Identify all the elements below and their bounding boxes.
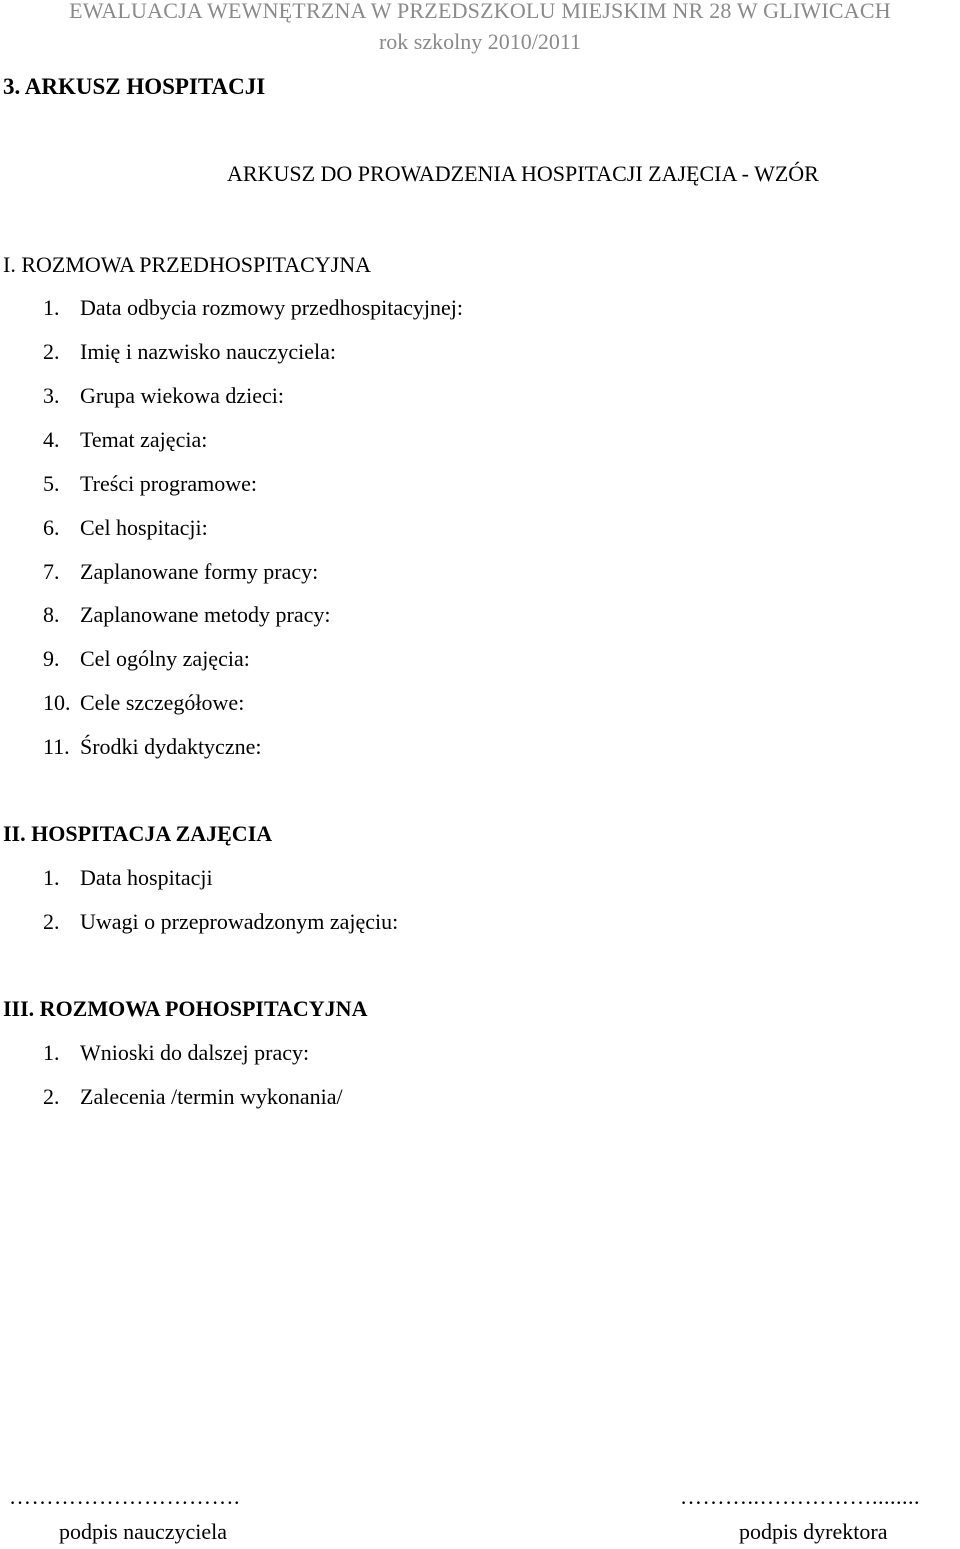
list-item-text: Imię i nazwisko nauczyciela: bbox=[80, 339, 336, 364]
list-item-text: Cele szczegółowe: bbox=[80, 690, 245, 715]
list-item bbox=[43, 427, 207, 453]
list-item-number: 1. bbox=[43, 865, 60, 890]
list-item bbox=[43, 471, 257, 497]
section-heading-post-inspection: III. ROZMOWA POHOSPITACYJNA bbox=[3, 996, 368, 1021]
list-item-number: 6. bbox=[43, 515, 60, 540]
list-item-text: Temat zajęcia: bbox=[80, 427, 208, 452]
list-item-text: Zaplanowane formy pracy: bbox=[80, 559, 319, 584]
list-item-text: Cel ogólny zajęcia: bbox=[80, 646, 250, 671]
list-item-number: 2. bbox=[43, 909, 60, 934]
list-item-number: 4. bbox=[43, 427, 60, 452]
list-item bbox=[43, 646, 250, 672]
list-item-text: Grupa wiekowa dzieci: bbox=[80, 383, 285, 408]
list-item-text: Cel hospitacji: bbox=[80, 515, 208, 540]
list-item bbox=[43, 383, 284, 409]
list-item-text: Zalecenia /termin wykonania/ bbox=[80, 1084, 343, 1109]
list-item-number: 10. bbox=[43, 690, 71, 715]
list-item bbox=[43, 909, 398, 935]
list-item-number: 7. bbox=[43, 559, 60, 584]
list-item bbox=[43, 339, 336, 365]
list-item-text: Treści programowe: bbox=[80, 471, 257, 496]
list-item-text: Zaplanowane metody pracy: bbox=[80, 602, 331, 627]
list-item-number: 5. bbox=[43, 471, 60, 496]
list-item-text: Uwagi o przeprowadzonym zajęciu: bbox=[80, 909, 399, 934]
teacher-signature-label: podpis nauczyciela bbox=[59, 1519, 227, 1544]
list-item bbox=[43, 295, 463, 321]
teacher-signature-line: …………………………. bbox=[9, 1484, 240, 1509]
list-item-text: Środki dydaktyczne: bbox=[80, 734, 262, 759]
list-item bbox=[43, 734, 261, 760]
list-item-text: Wnioski do dalszej pracy: bbox=[80, 1040, 310, 1065]
section-heading-pre-inspection: I. ROZMOWA PRZEDHOSPITACYJNA bbox=[3, 252, 371, 277]
director-signature-label: podpis dyrektora bbox=[739, 1519, 888, 1544]
list-item bbox=[43, 1084, 343, 1110]
list-item-number: 2. bbox=[43, 339, 60, 364]
list-item-number: 1. bbox=[43, 295, 60, 320]
school-year: rok szkolny 2010/2011 bbox=[378, 29, 582, 54]
list-item bbox=[43, 602, 330, 628]
list-item-number: 3. bbox=[43, 383, 60, 408]
list-item-number: 2. bbox=[43, 1084, 60, 1109]
list-item-number: 9. bbox=[43, 646, 60, 671]
form-title: ARKUSZ DO PROWADZENIA HOSPITACJI ZAJĘCIA - WZÓR bbox=[227, 161, 819, 186]
director-signature-line: ………..……………........ bbox=[680, 1484, 920, 1509]
list-item-number: 1. bbox=[43, 1040, 60, 1065]
list-item-text: Data hospitacji bbox=[80, 865, 213, 890]
document-title: 3. ARKUSZ HOSPITACJI bbox=[3, 74, 266, 99]
list-item bbox=[43, 515, 208, 541]
list-item-number: 11. bbox=[43, 734, 70, 759]
list-item bbox=[43, 690, 244, 716]
list-item bbox=[43, 1040, 309, 1066]
list-item bbox=[43, 865, 213, 891]
list-item bbox=[43, 559, 318, 585]
school-header: EWALUACJA WEWNĘTRZNA W PRZEDSZKOLU MIEJSKIM NR 28 W GLIWICACH bbox=[69, 0, 891, 23]
section-heading-inspection: II. HOSPITACJA ZAJĘCIA bbox=[3, 821, 273, 846]
list-item-text: Data odbycia rozmowy przedhospitacyjnej: bbox=[80, 295, 464, 320]
list-item-number: 8. bbox=[43, 602, 60, 627]
